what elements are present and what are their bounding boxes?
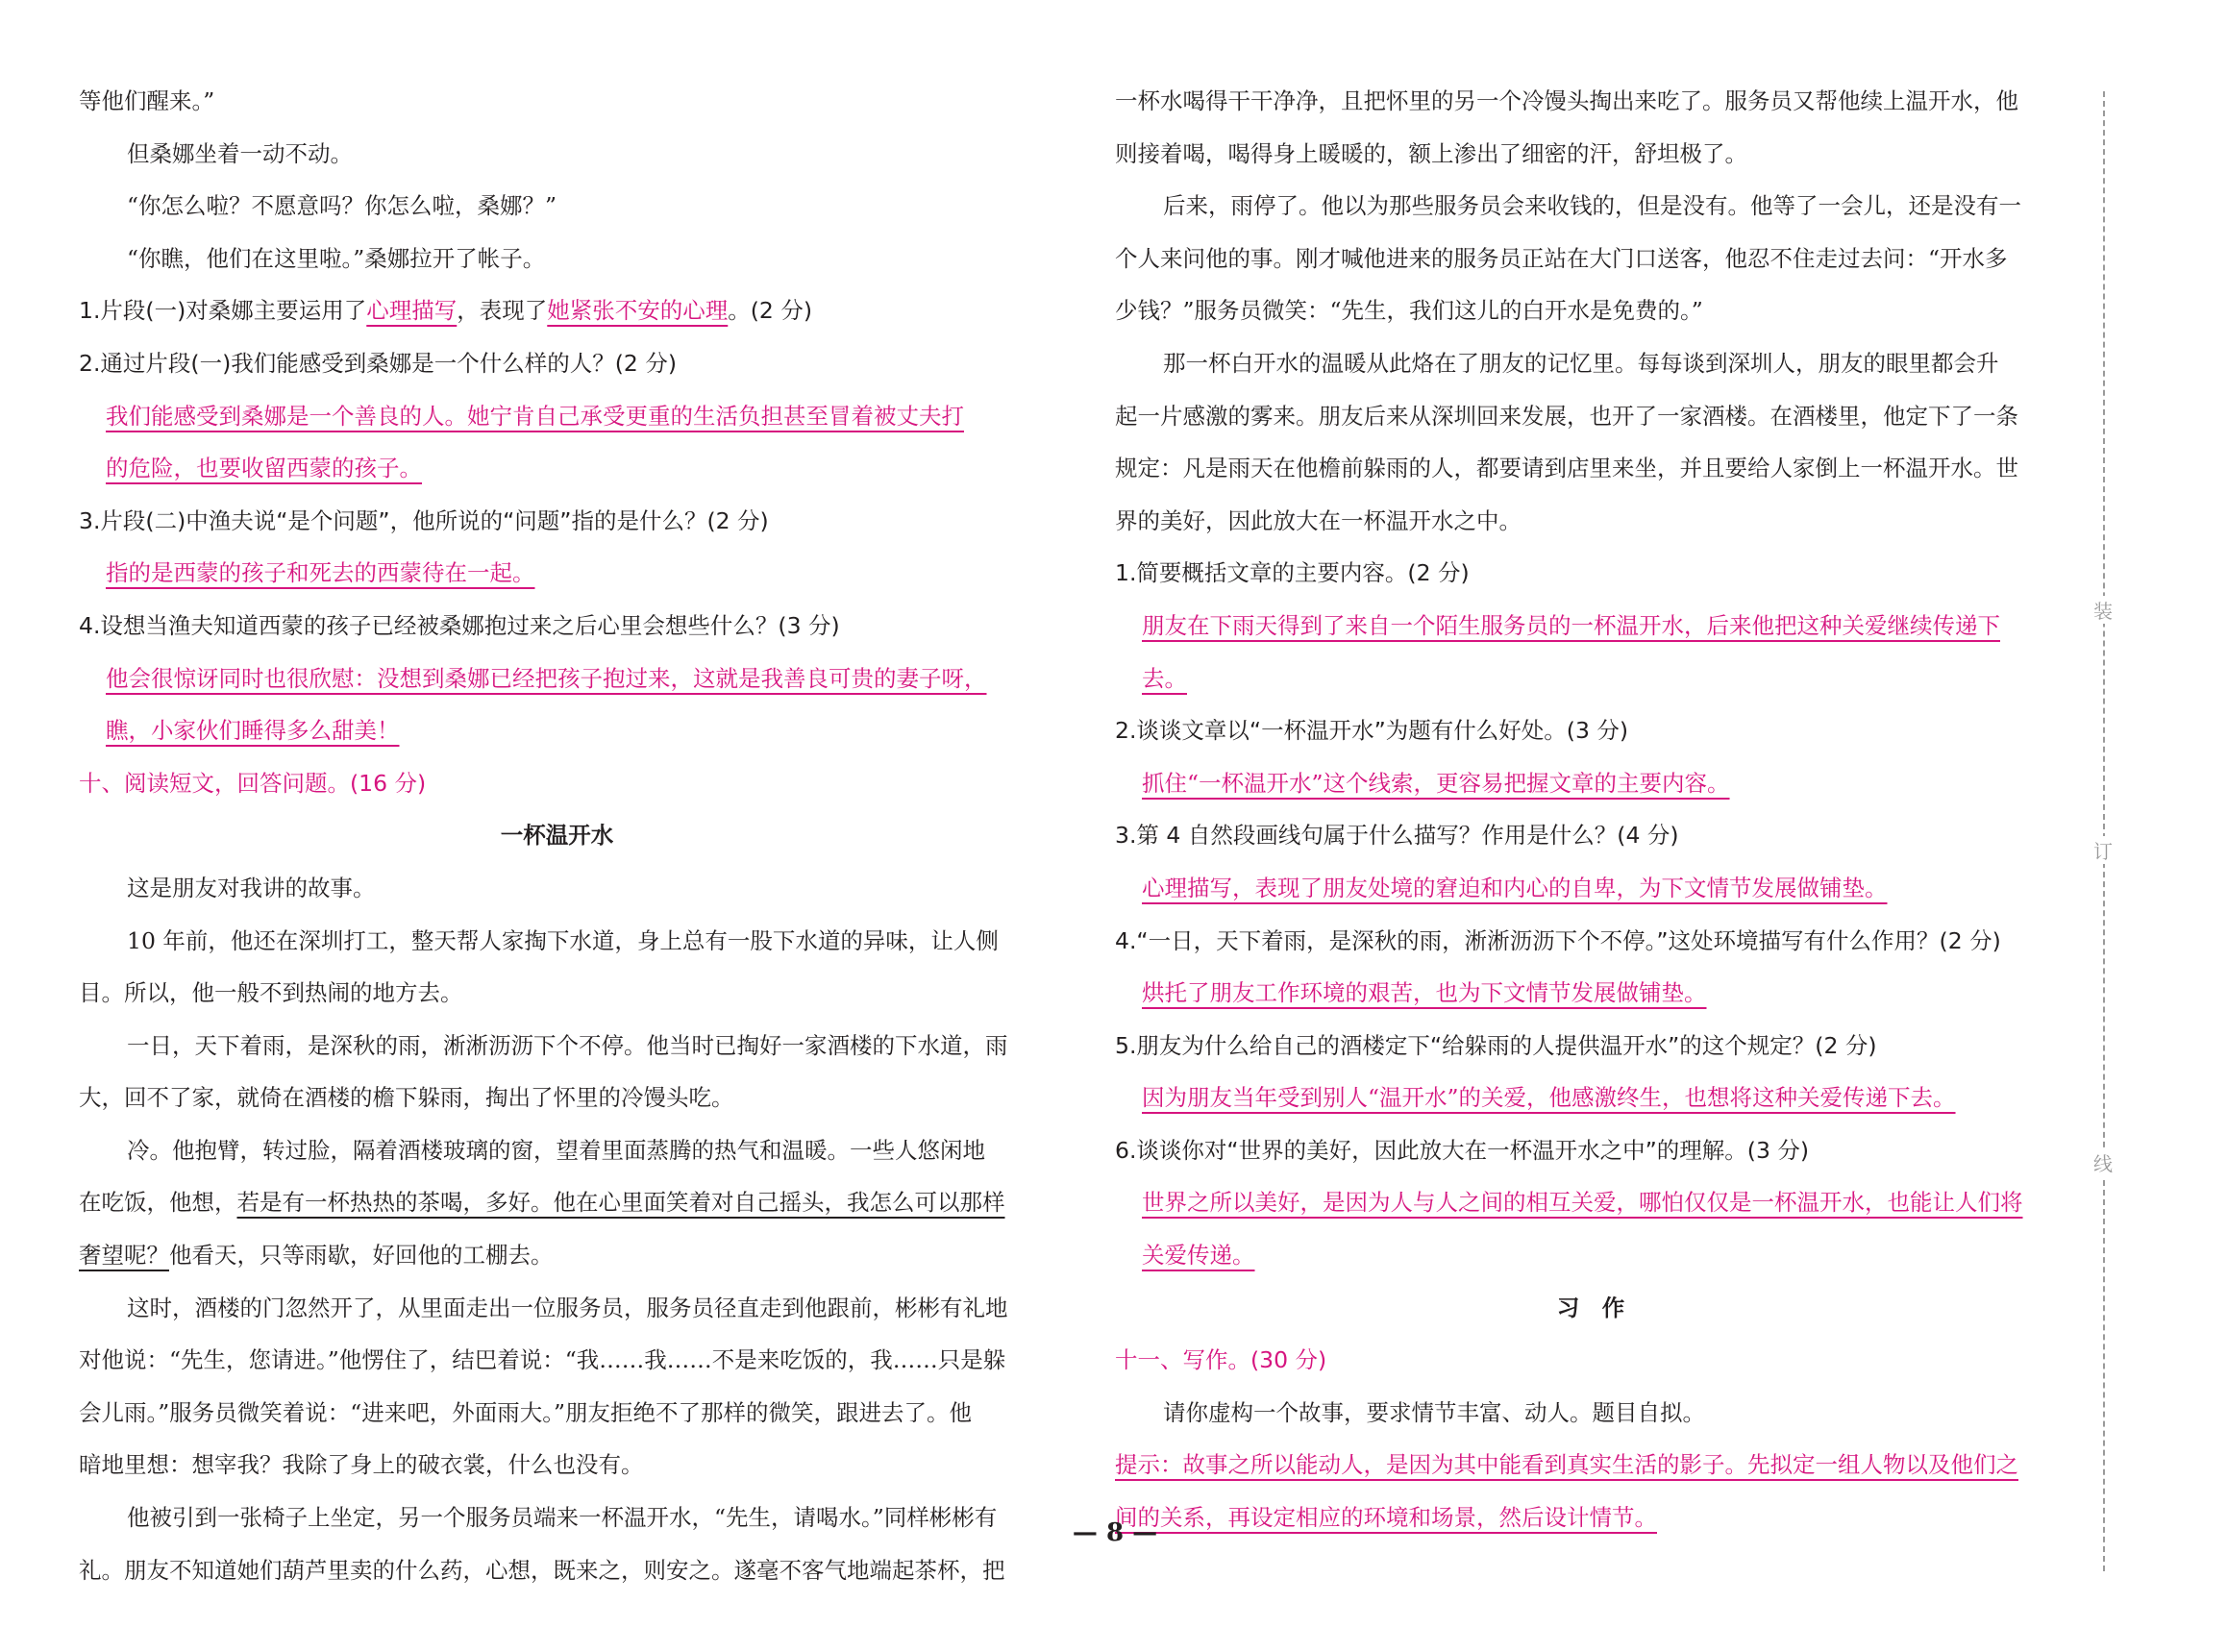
text-line: 10 年前，他还在深圳打工，整天帮人家掏下水道，身上总有一股下水道的异味，让人侧: [127, 926, 999, 954]
question-5: 5.朋友为什么给自己的酒楼定下“给躲雨的人提供温开水”的这个规定？(2 分): [1115, 1031, 1877, 1059]
text-line: 冷。他抱臂，转过脸，隔着酒楼玻璃的窗，望着里面蒸腾的热气和温暖。一些人悠闲地: [127, 1136, 985, 1164]
page-number: — 8 —: [1072, 1518, 1158, 1547]
answer-line: 我们能感受到桑娜是一个善良的人。她宁肯自己承受更重的生活负担甚至冒着被丈夫打: [106, 402, 964, 430]
question-3: 3.片段(二)中渔夫说“是个问题”，他所说的“问题”指的是什么？(2 分): [79, 506, 769, 534]
binding-mark: 订: [2091, 836, 2115, 864]
question-4: 4.设想当渔夫知道西蒙的孩子已经被桑娜抱过来之后心里会想些什么？(3 分): [79, 611, 840, 639]
binding-line: [2103, 91, 2105, 1571]
text-line: 则接着喝，喝得身上暖暖的，额上渗出了细密的汗，舒坦极了。: [1115, 139, 1747, 167]
text-line: 在吃饭，他想，若是有一杯热热的茶喝，多好。他在心里面笑着对自己摇头，我怎么可以那样: [79, 1189, 1005, 1217]
question-3: 3.第 4 自然段画线句属于什么描写？作用是什么？(4 分): [1115, 822, 1679, 850]
text-line: 这是朋友对我讲的故事。: [127, 874, 376, 901]
text-line: “你瞧，他们在这里啦。”桑娜拉开了帐子。: [127, 244, 546, 272]
section-heading: 十一、写作。(30 分): [1115, 1346, 1327, 1374]
answer-line: 世界之所以美好，是因为人与人之间的相互关爱，哪怕仅仅是一杯温开水，也能让人们将: [1142, 1189, 2023, 1217]
tip-line: 提示：故事之所以能动人，是因为其中能看到真实生活的影子。先拟定一组人物以及他们之: [1115, 1451, 2018, 1479]
writing-title: 习 作: [1556, 1294, 1625, 1321]
text-line: 少钱？”服务员微笑：“先生，我们这儿的白开水是免费的。”: [1115, 297, 1703, 325]
answer-fill: 她紧张不安的心理: [547, 297, 729, 325]
text-line: 对他说：“先生，您请进。”他愣住了，结巴着说：“我……我……不是来吃饭的，我……只是躲: [79, 1346, 1006, 1374]
question-2: 2.通过片段(一)我们能感受到桑娜是一个什么样的人？(2 分): [79, 349, 678, 377]
question-2: 2.谈谈文章以“一杯温开水”为题有什么好处。(3 分): [1115, 717, 1629, 745]
question-1: 1.片段(一)对桑娜主要运用了心理描写，表现了她紧张不安的心理。(2 分): [79, 297, 813, 325]
text-line: 一日，天下着雨，是深秋的雨，淅淅沥沥下个不停。他当时已掏好一家酒楼的下水道，雨: [127, 1031, 1008, 1059]
text-line: 一杯水喝得干干净净，且把怀里的另一个冷馒头掏出来吃了。服务员又帮他续上温开水，他: [1115, 87, 2018, 114]
text-line: 规定：凡是雨天在他檐前躲雨的人，都要请到店里来坐，并且要给人家倒上一杯温开水。世: [1115, 455, 2018, 482]
answer-line: 烘托了朋友工作环境的艰苦，也为下文情节发展做铺垫。: [1142, 979, 1707, 1007]
question-6: 6.谈谈你对“世界的美好，因此放大在一杯温开水之中”的理解。(3 分): [1115, 1136, 1810, 1164]
tip-line: 间的关系，再设定相应的环境和场景，然后设计情节。: [1115, 1504, 1657, 1532]
text-line: 暗地里想：想宰我？我除了身上的破衣裳，什么也没有。: [79, 1451, 644, 1479]
text-line: 起一片感激的雾来。朋友后来从深圳回来发展，也开了一家酒楼。在酒楼里，他定下了一条: [1115, 402, 2018, 430]
text-line: 但桑娜坐着一动不动。: [127, 139, 353, 167]
answer-line: 关爱传递。: [1142, 1242, 1255, 1270]
section-heading: 十、阅读短文，回答问题。(16 分): [79, 769, 427, 797]
text-line: 这时，酒楼的门忽然开了，从里面走出一位服务员，服务员径直走到他跟前，彬彬有礼地: [127, 1294, 1008, 1321]
text-line: 礼。朋友不知道她们葫芦里卖的什么药，心想，既来之，则安之。遂毫不客气地端起茶杯，把: [79, 1556, 1005, 1584]
answer-line: 他会很惊讶同时也很欣慰：没想到桑娜已经把孩子抱过来，这就是我善良可贵的妻子呀，: [106, 664, 987, 692]
answer-line: 心理描写，表现了朋友处境的窘迫和内心的自卑，为下文情节发展做铺垫。: [1142, 874, 1888, 901]
text-line: 奢望呢？他看天，只等雨歇，好回他的工棚去。: [79, 1242, 554, 1270]
text-line: 等他们醒来。”: [79, 87, 215, 114]
right-column: [1115, 75, 2066, 1544]
binding-mark: 装: [2091, 596, 2115, 624]
answer-line: 指的是西蒙的孩子和死去的西蒙待在一起。: [106, 559, 535, 587]
text-line: 请你虚构一个故事，要求情节丰富、动人。题目自拟。: [1163, 1398, 1705, 1426]
text-line: 会儿雨。”服务员微笑着说：“进来吧，外面雨大。”朋友拒绝不了那样的微笑，跟进去了。他: [79, 1398, 973, 1426]
left-column: [79, 75, 1035, 1596]
answer-fill: 心理描写: [366, 297, 458, 325]
question-1: 1.简要概括文章的主要内容。(2 分): [1115, 559, 1470, 587]
answer-line: 瞧，小家伙们睡得多么甜美！: [106, 717, 400, 745]
underlined-sentence: 奢望呢？: [79, 1242, 169, 1270]
answer-line: 抓住“一杯温开水”这个线索，更容易把握文章的主要内容。: [1142, 769, 1730, 797]
answer-line: 因为朋友当年受到别人“温开水”的关爱，他感激终生，也想将这种关爱传递下去。: [1142, 1084, 1956, 1112]
answer-line: 朋友在下雨天得到了来自一个陌生服务员的一杯温开水，后来他把这种关爱继续传递下: [1142, 611, 2000, 639]
question-4: 4.“一日，天下着雨，是深秋的雨，淅淅沥沥下个不停。”这处环境描写有什么作用？(2 分): [1115, 926, 2001, 954]
story-title: 一杯温开水: [500, 822, 614, 850]
text-line: 目。所以，他一般不到热闹的地方去。: [79, 979, 463, 1007]
text-line: “你怎么啦？不愿意吗？你怎么啦，桑娜？”: [127, 192, 557, 220]
text-line: 个人来问他的事。刚才喊他进来的服务员正站在大门口送客，他忍不住走过去问：“开水多: [1115, 244, 2008, 272]
text-line: 那一杯白开水的温暖从此烙在了朋友的记忆里。每每谈到深圳人，朋友的眼里都会升: [1163, 349, 1999, 377]
text-line: 大，回不了家，就倚在酒楼的檐下躲雨，掏出了怀里的冷馒头吃。: [79, 1084, 734, 1112]
answer-line: 去。: [1142, 664, 1187, 692]
text-line: 界的美好，因此放大在一杯温开水之中。: [1115, 506, 1522, 534]
answer-line: 的危险，也要收留西蒙的孩子。: [106, 455, 422, 482]
underlined-sentence: 若是有一杯热热的茶喝，多好。他在心里面笑着对自己摇头，我怎么可以那样: [236, 1189, 1005, 1217]
binding-mark: 线: [2091, 1148, 2115, 1176]
text-line: 后来，雨停了。他以为那些服务员会来收钱的，但是没有。他等了一会儿，还是没有一: [1163, 192, 2021, 220]
text-line: 他被引到一张椅子上坐定，另一个服务员端来一杯温开水，“先生，请喝水。”同样彬彬有: [127, 1504, 998, 1532]
